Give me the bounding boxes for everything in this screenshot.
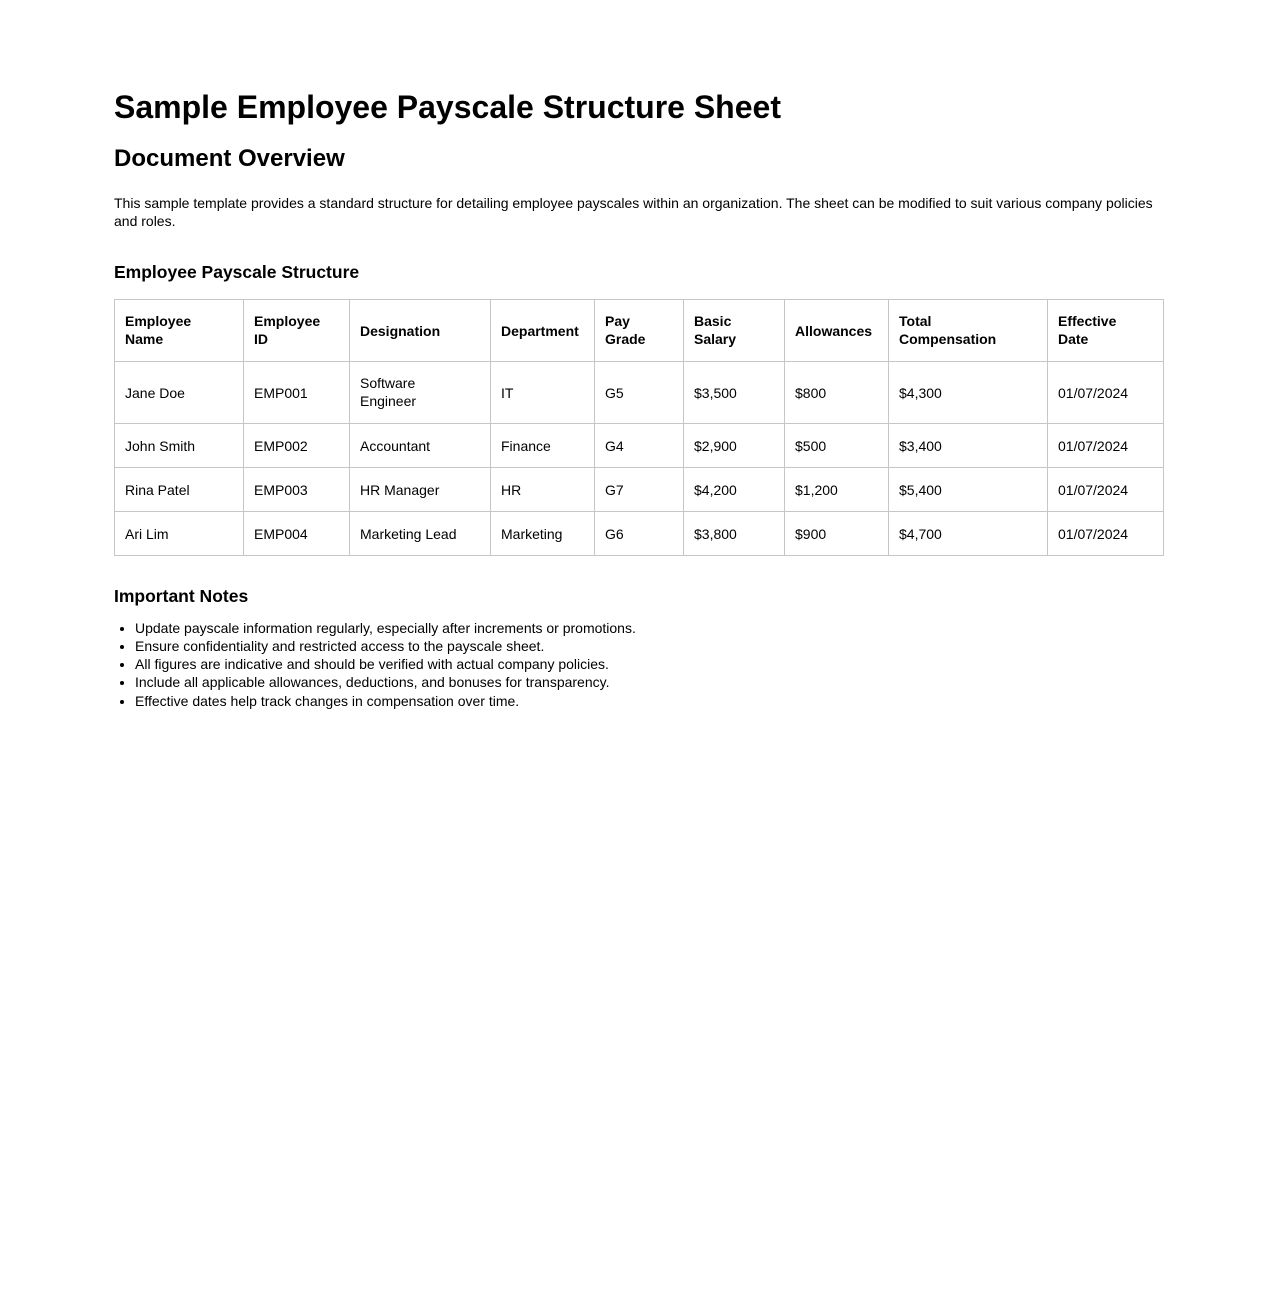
cell-employee-name [115, 361, 244, 423]
column-header-allowances [785, 299, 889, 361]
column-header-label: Pay Grade [605, 313, 646, 348]
page-title: Sample Employee Payscale Structure Sheet [114, 89, 781, 125]
column-header-label: Employee Name [125, 313, 192, 348]
column-header-employee-id [244, 299, 350, 361]
cell-pay-grade [595, 423, 684, 467]
column-header-label: Allowances [795, 322, 873, 339]
cell-total-compensation [889, 512, 1048, 556]
cell-pay-grade [595, 467, 684, 511]
table-row [115, 467, 1164, 511]
notes-list [114, 619, 1164, 710]
cell-value: Software Engineer [360, 375, 417, 410]
cell-value: HR [501, 482, 522, 499]
cell-department [491, 512, 595, 556]
cell-total-compensation [889, 361, 1048, 423]
cell-pay-grade [595, 512, 684, 556]
cell-employee-id [244, 467, 350, 511]
overview-heading: Document Overview [114, 144, 345, 172]
cell-department [491, 423, 595, 467]
column-header-label: Designation [360, 322, 441, 339]
cell-value: G6 [605, 526, 624, 543]
table-row [115, 512, 1164, 556]
cell-value: $4,700 [899, 526, 942, 543]
cell-value: Accountant [360, 437, 431, 454]
cell-value: EMP002 [254, 437, 308, 454]
payscale-heading: Employee Payscale Structure [114, 262, 360, 283]
cell-effective-date [1048, 423, 1164, 467]
list-item: • All figures are indicative and should be verified with actual company policies. [135, 655, 1164, 673]
payscale-table [114, 299, 1164, 557]
cell-employee-id [244, 423, 350, 467]
table-row [115, 361, 1164, 423]
cell-value: Finance [501, 437, 551, 454]
cell-value: $4,300 [899, 384, 942, 401]
cell-value: EMP004 [254, 526, 308, 543]
list-item: • Ensure confidentiality and restricted access to the payscale sheet. [135, 637, 1164, 655]
cell-allowances [785, 512, 889, 556]
cell-designation [350, 361, 491, 423]
column-header-department [491, 299, 595, 361]
cell-total-compensation [889, 423, 1048, 467]
cell-value: $800 [795, 384, 827, 401]
cell-value: $1,200 [795, 482, 838, 499]
cell-effective-date [1048, 512, 1164, 556]
cell-value: Ari Lim [125, 526, 169, 543]
cell-value: EMP003 [254, 482, 308, 499]
cell-employee-name [115, 467, 244, 511]
cell-value: $3,400 [899, 437, 942, 454]
cell-value: $900 [795, 526, 827, 543]
column-header-effective-date [1048, 299, 1164, 361]
notes-heading: Important Notes [114, 586, 249, 607]
cell-basic-salary [684, 467, 785, 511]
cell-value: 01/07/2024 [1058, 482, 1129, 499]
cell-value: $5,400 [899, 482, 942, 499]
column-header-total-compensation [889, 299, 1048, 361]
column-header-employee-name [115, 299, 244, 361]
cell-employee-id [244, 512, 350, 556]
cell-value: EMP001 [254, 384, 308, 401]
cell-designation [350, 467, 491, 511]
cell-value: Marketing [501, 526, 563, 543]
cell-value: $2,900 [694, 437, 737, 454]
column-header-designation [350, 299, 491, 361]
column-header-basic-salary [684, 299, 785, 361]
cell-designation [350, 512, 491, 556]
cell-employee-name [115, 512, 244, 556]
column-header-label: Employee ID [254, 313, 321, 348]
list-item: • Update payscale information regularly, especially after increments or promotions. [135, 619, 1164, 637]
cell-employee-id [244, 361, 350, 423]
cell-designation [350, 423, 491, 467]
cell-value: 01/07/2024 [1058, 437, 1129, 454]
cell-value: $3,800 [694, 526, 737, 543]
cell-value: G4 [605, 437, 624, 454]
cell-value: Marketing Lead [360, 526, 457, 543]
cell-value: G7 [605, 482, 624, 499]
cell-pay-grade [595, 361, 684, 423]
column-header-label: Department [501, 322, 579, 339]
cell-value: HR Manager [360, 482, 440, 499]
overview-paragraph: This sample template provides a standard structure for detailing employee payscales within an organization. The sheet can be modified to suit various company policies and roles. [114, 195, 1153, 229]
cell-value: $3,500 [694, 384, 737, 401]
cell-allowances [785, 467, 889, 511]
cell-value: G5 [605, 384, 624, 401]
cell-value: $500 [795, 437, 827, 454]
cell-value: 01/07/2024 [1058, 384, 1129, 401]
cell-department [491, 467, 595, 511]
cell-effective-date [1048, 467, 1164, 511]
table-row [115, 423, 1164, 467]
cell-allowances [785, 423, 889, 467]
cell-basic-salary [684, 423, 785, 467]
cell-employee-name [115, 423, 244, 467]
column-header-label: Effective Date [1058, 313, 1117, 348]
cell-value: $4,200 [694, 482, 737, 499]
list-item: • Effective dates help track changes in compensation over time. [135, 692, 1164, 710]
cell-total-compensation [889, 467, 1048, 511]
cell-value: John Smith [125, 437, 196, 454]
list-item: • Include all applicable allowances, deductions, and bonuses for transparency. [135, 673, 1164, 691]
column-header-label: Total Compensation [899, 313, 997, 348]
cell-value: IT [501, 384, 514, 401]
column-header-label: Basic Salary [694, 313, 737, 348]
cell-basic-salary [684, 361, 785, 423]
cell-basic-salary [684, 512, 785, 556]
cell-value: Jane Doe [125, 384, 185, 401]
cell-value: Rina Patel [125, 482, 190, 499]
cell-allowances [785, 361, 889, 423]
cell-department [491, 361, 595, 423]
cell-value: 01/07/2024 [1058, 526, 1129, 543]
column-header-pay-grade [595, 299, 684, 361]
cell-effective-date [1048, 361, 1164, 423]
table-header-row [115, 299, 1164, 361]
